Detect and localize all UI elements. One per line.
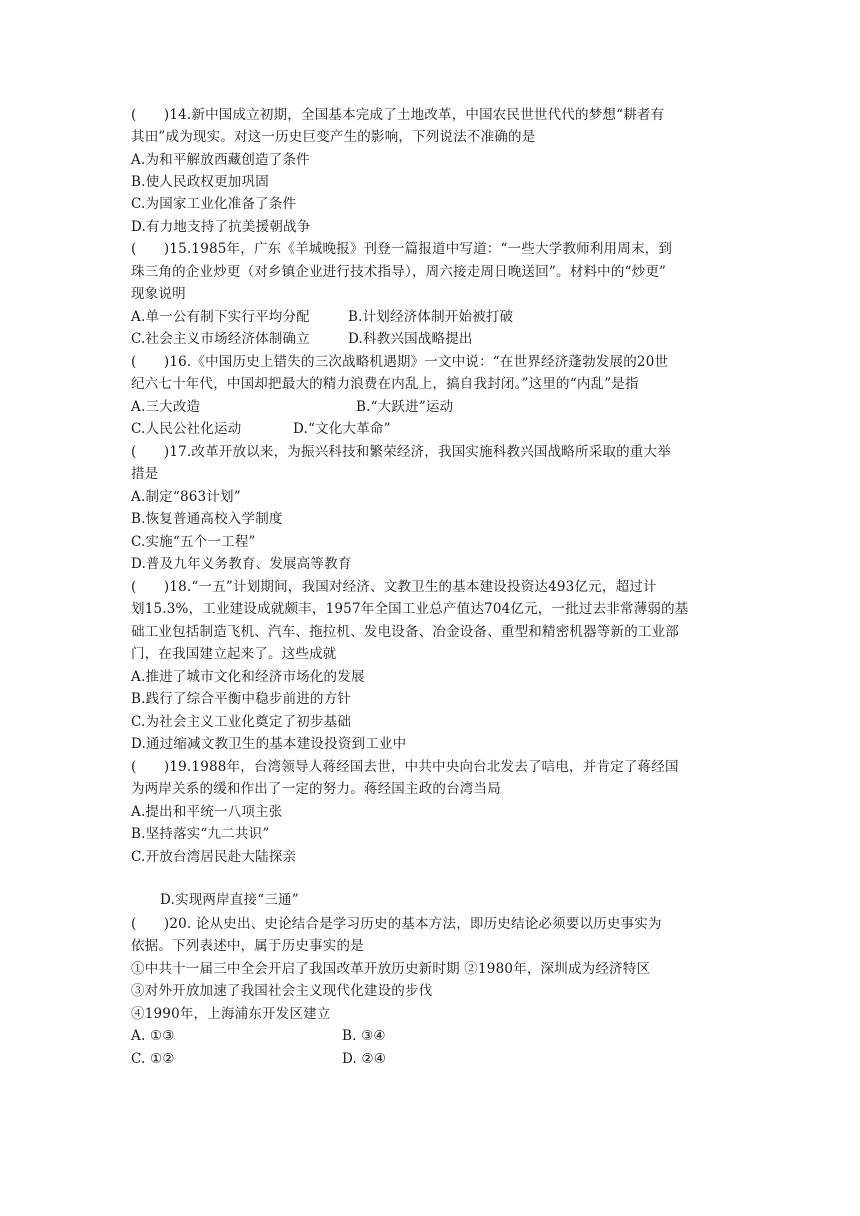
- question-20-options-row-1: [131, 1025, 741, 1047]
- question-15-option-a: A.单一公有制下实行平均分配: [131, 309, 310, 325]
- question-15-stem-line-2: 珠三角的企业炒更（对乡镇企业进行技术指导），周六接走周日晚送回”。材料中的“炒更”: [131, 264, 667, 280]
- question-20-stem-line-1: ( )20. 论从史出、史论结合是学习历史的基本方法，即历史结论必须要以历史事实为: [131, 916, 662, 932]
- question-14-stem-line-1: ( )14.新中国成立初期，全国基本完成了土地改革，中国农民世世代代的梦想“耕者有: [131, 107, 665, 123]
- question-14-option-a: A.为和平解放西藏创造了条件: [131, 152, 310, 168]
- question-17-option-c: C.实施“五个一工程”: [131, 534, 256, 550]
- question-18-option-d: D.通过缩减文教卫生的基本建设投资到工业中: [131, 736, 407, 752]
- question-18-stem-line-1: ( )18.“一五”计划期间，我国对经济、文教卫生的基本建设投资达493亿元，超过计: [131, 579, 657, 595]
- question-18-stem-line-3: 础工业包括制造飞机、汽车、拖拉机、发电设备、冶金设备、重型和精密机器等新的工业部: [131, 624, 679, 640]
- question-20-option-c: C. ①②: [131, 1051, 175, 1067]
- question-19-option-a: A.提出和平统一八项主张: [131, 804, 283, 820]
- question-17-option-a: A.制定“863计划”: [131, 489, 241, 505]
- question-17-stem-line-2: 措是: [131, 466, 159, 482]
- question-15-option-d: D.科教兴国战略提出: [348, 331, 473, 347]
- question-20-options-row-2: [131, 1048, 741, 1070]
- question-15-option-b: B.计划经济体制开始被打破: [348, 309, 514, 325]
- question-19-stem-line-2: 为两岸关系的缓和作出了一定的努力。蒋经国主政的台湾当局: [131, 781, 501, 797]
- question-16-options-row-2: [131, 418, 741, 440]
- question-19-stem-line-1: ( )19.1988年，台湾领导人蒋经国去世，中共中央向台北发去了唁电，并肯定了蒋经国: [131, 759, 679, 775]
- question-16-option-c: C.人民公社化运动: [131, 421, 242, 437]
- question-19-option-c: C.开放台湾居民赴大陆探亲: [131, 849, 297, 865]
- question-14-option-b: B.使人民政权更加巩固: [131, 174, 269, 190]
- question-14-option-c: C.为国家工业化准备了条件: [131, 196, 297, 212]
- question-20-option-a: A. ①③: [131, 1028, 175, 1044]
- question-14-option-d: D.有力地支持了抗美援朝战争: [131, 219, 311, 235]
- question-20-stem-line-2: 依据。下列表述中，属于历史事实的是: [131, 938, 364, 954]
- question-15-stem-line-1: ( )15.1985年，广东《羊城晚报》刊登一篇报道中写道：“一些大学教师利用周末，到: [131, 241, 673, 257]
- question-20-option-d: D. ②④: [342, 1051, 387, 1067]
- question-18-option-a: A.推进了城市文化和经济市场化的发展: [131, 669, 365, 685]
- question-16-options-row-1: [131, 396, 741, 418]
- question-16-stem-line-2: 纪六七十年代，中国却把最大的精力浪费在内乱上，搞自我封闭。”这里的“内乱”是指: [131, 376, 639, 392]
- question-16-option-a: A.三大改造: [131, 399, 201, 415]
- question-17-option-b: B.恢复普通高校入学制度: [131, 511, 283, 527]
- question-17-option-d: D.普及九年义务教育、发展高等教育: [131, 556, 352, 572]
- question-20-statement-3: ③对外开放加速了我国社会主义现代化建设的步伐: [131, 983, 433, 999]
- question-19-option-b: B.坚持落实“九二共识”: [131, 826, 270, 842]
- question-15-stem-line-3: 现象说明: [131, 286, 186, 302]
- question-20-option-b: B. ③④: [342, 1028, 386, 1044]
- question-17-stem-line-1: ( )17.改革开放以来，为振兴科技和繁荣经济，我国实施科教兴国战略所采取的重大举: [131, 444, 671, 460]
- question-14-stem-line-2: 其田”成为现实。对这一历史巨变产生的影响，下列说法不准确的是: [131, 129, 536, 145]
- question-15-options-row-1: [131, 306, 741, 328]
- question-15-option-c: C.社会主义市场经济体制确立: [131, 331, 310, 347]
- question-18-option-b: B.践行了综合平衡中稳步前进的方针: [131, 691, 352, 707]
- question-18-stem-line-4: 门，在我国建立起来了。这些成就: [131, 646, 337, 662]
- question-15-options-row-2: [131, 328, 741, 350]
- question-20-statement-4: ④1990年，上海浦东开发区建立: [131, 1006, 331, 1022]
- question-19-option-d: D.实现两岸直接“三通”: [160, 892, 299, 908]
- question-20-statement-1-2: ①中共十一届三中全会开启了我国改革开放历史新时期 ②1980年，深圳成为经济特区: [131, 961, 651, 977]
- question-16-stem-line-1: ( )16.《中国历史上错失的三次战略机遇期》一文中说：“在世界经济蓬勃发展的20世: [131, 354, 669, 370]
- question-18-option-c: C.为社会主义工业化奠定了初步基础: [131, 714, 352, 730]
- question-16-option-b: B.“大跃进”运动: [356, 399, 454, 415]
- question-18-stem-line-2: 划15.3%，工业建设成就颇丰，1957年全国工业总产值达704亿元，一批过去非常薄弱的基: [131, 601, 689, 617]
- question-16-option-d: D.“文化大革命”: [293, 421, 391, 437]
